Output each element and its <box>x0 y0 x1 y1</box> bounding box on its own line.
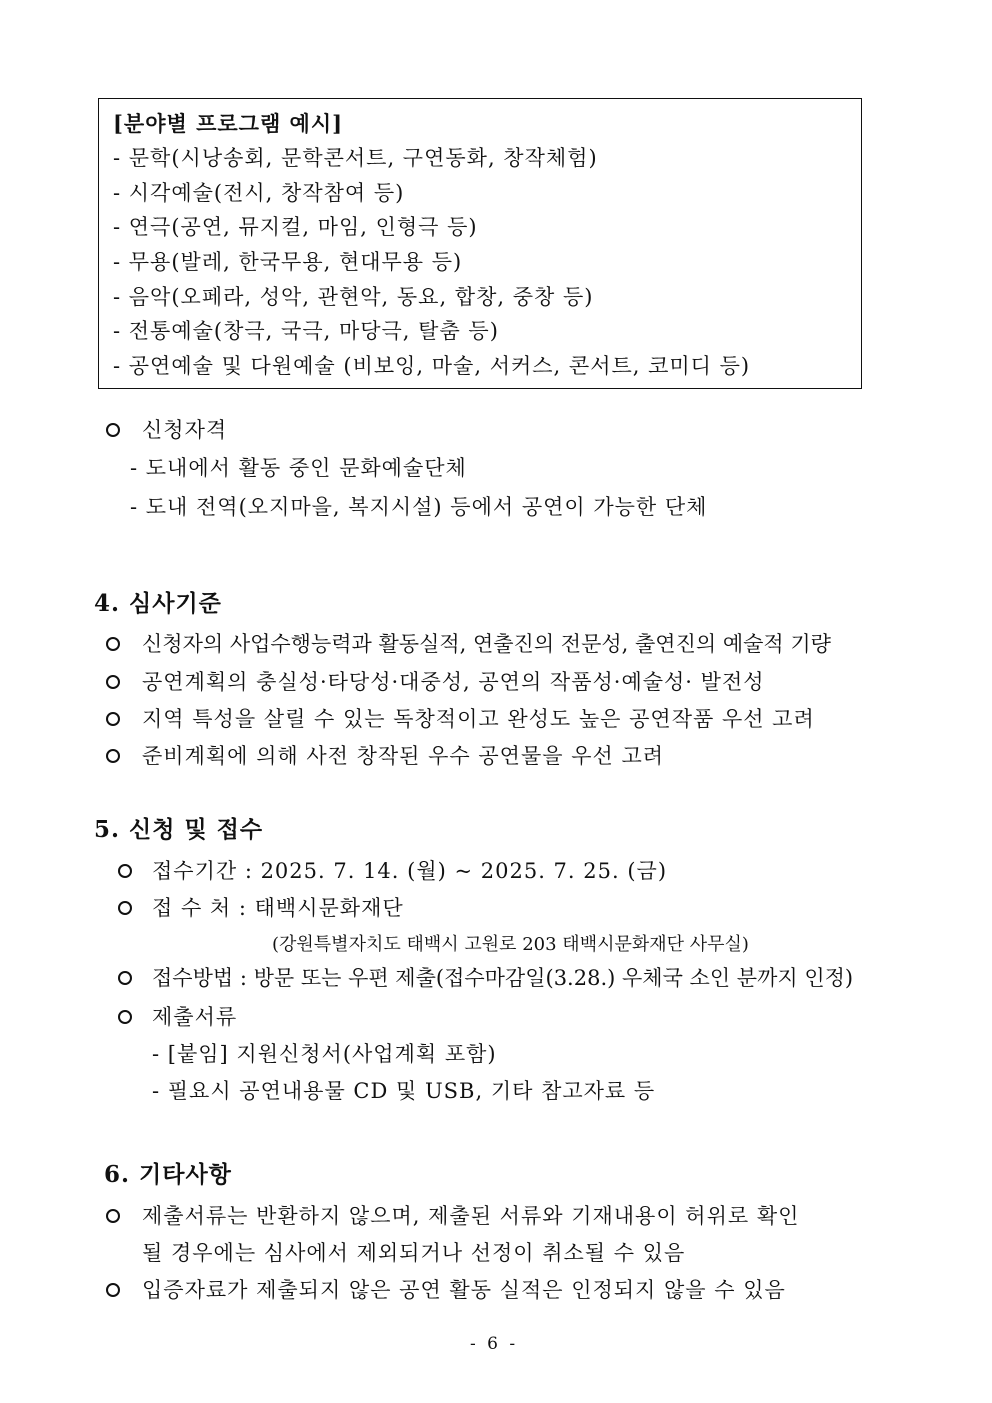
bullet-circle-icon <box>106 423 120 437</box>
bullet-circle-icon <box>118 971 132 985</box>
documents-title: 제출서류 <box>152 1005 238 1029</box>
page-number: - 6 - <box>470 1334 519 1354</box>
criteria-item: 공연계획의 충실성·타당성·대중성, 공연의 작품성·예술성· 발전성 <box>142 670 765 694</box>
eligibility-item: - 도내에서 활동 중인 문화예술단체 <box>130 456 467 480</box>
other-item-line1: 제출서류는 반환하지 않으며, 제출된 서류와 기재내용이 허위로 확인 <box>142 1204 800 1228</box>
application-place: 접 수 처 : 태백시문화재단 <box>152 896 404 920</box>
section5-heading: 5. 신청 및 접수 <box>94 816 264 843</box>
program-item-dance: - 무용(발레, 한국무용, 현대무용 등) <box>113 250 463 274</box>
document-item: - [붙임] 지원신청서(사업계획 포함) <box>152 1042 497 1066</box>
bullet-circle-icon <box>106 1283 120 1297</box>
other-item: 입증자료가 제출되지 않은 공연 활동 실적은 인정되지 않을 수 있음 <box>142 1278 786 1302</box>
bullet-circle-icon <box>106 712 120 726</box>
program-item-traditional: - 전통예술(창극, 국극, 마당극, 탈춤 등) <box>113 319 499 343</box>
application-address: (강원특별자치도 태백시 고원로 203 태백시문화재단 사무실) <box>272 934 749 955</box>
program-example-box <box>98 98 862 389</box>
criteria-item: 지역 특성을 살릴 수 있는 독창적이고 완성도 높은 공연작품 우선 고려 <box>142 707 815 731</box>
bullet-circle-icon <box>106 1209 120 1223</box>
program-item-performing: - 공연예술 및 다원예술 (비보잉, 마술, 서커스, 콘서트, 코미디 등) <box>113 354 751 378</box>
document-item: - 필요시 공연내용물 CD 및 USB, 기타 참고자료 등 <box>152 1079 656 1103</box>
program-item-literature: - 문학(시낭송회, 문학콘서트, 구연동화, 창작체험) <box>113 146 598 170</box>
program-item-music: - 음악(오페라, 성악, 관현악, 동요, 합창, 중창 등) <box>113 285 594 309</box>
program-item-theater: - 연극(공연, 뮤지컬, 마임, 인형극 등) <box>113 215 478 239</box>
criteria-item: 신청자의 사업수행능력과 활동실적, 연출진의 전문성, 출연진의 예술적 기량 <box>142 632 831 656</box>
bullet-circle-icon <box>118 864 132 878</box>
program-box-title: [분야별 프로그램 예시] <box>113 111 344 136</box>
bullet-circle-icon <box>106 749 120 763</box>
section6-heading: 6. 기타사항 <box>104 1161 232 1188</box>
criteria-item: 준비계획에 의해 사전 창작된 우수 공연물을 우선 고려 <box>142 744 665 768</box>
bullet-circle-icon <box>106 675 120 689</box>
section4-heading: 4. 심사기준 <box>94 590 222 617</box>
eligibility-item: - 도내 전역(오지마을, 복지시설) 등에서 공연이 가능한 단체 <box>130 495 708 519</box>
bullet-circle-icon <box>118 901 132 915</box>
bullet-circle-icon <box>106 637 120 651</box>
program-item-visual-art: - 시각예술(전시, 창작참여 등) <box>113 181 405 205</box>
bullet-circle-icon <box>118 1010 132 1024</box>
eligibility-title: 신청자격 <box>142 418 228 442</box>
application-method: 접수방법 : 방문 또는 우편 제출(접수마감일(3.28.) 우체국 소인 분까지 인정) <box>152 966 854 990</box>
application-period: 접수기간 : 2025. 7. 14. (월) ~ 2025. 7. 25. (금) <box>152 859 668 883</box>
other-item-line2: 될 경우에는 심사에서 제외되거나 선정이 취소될 수 있음 <box>142 1241 686 1265</box>
